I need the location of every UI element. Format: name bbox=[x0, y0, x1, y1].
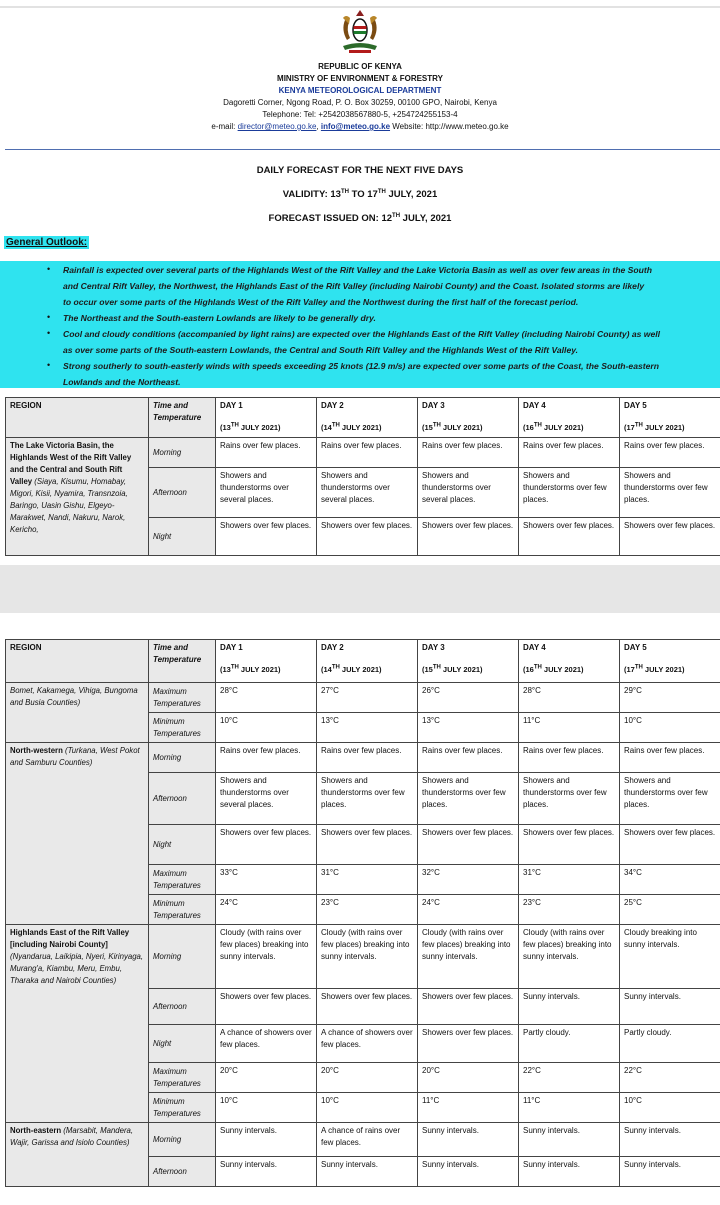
forecast-title: DAILY FORECAST FOR THE NEXT FIVE DAYS bbox=[256, 165, 464, 176]
bullet-icon: • bbox=[47, 328, 51, 338]
email-prefix: e-mail: bbox=[211, 122, 238, 131]
day-header bbox=[418, 640, 519, 683]
day-header bbox=[519, 398, 620, 438]
day-label: DAY 1 bbox=[220, 643, 243, 652]
day-date-sup: TH bbox=[432, 664, 441, 671]
forecast-cell: Showers and thunderstorms over few places. bbox=[418, 773, 519, 825]
day-date bbox=[523, 664, 615, 676]
region-name: North-eastern bbox=[10, 1126, 62, 1135]
email-link-director[interactable]: director@meteo.go.ke bbox=[237, 122, 317, 131]
forecast-cell: Showers over few places. bbox=[620, 825, 720, 865]
day-header bbox=[216, 398, 317, 438]
ministry-heading: MINISTRY OF ENVIRONMENT & FORESTRY bbox=[277, 74, 443, 83]
region-cell: Bomet, Kakamega, Vihiga, Bungoma and Busia Counties) bbox=[6, 683, 149, 743]
forecast-cell: 23°C bbox=[317, 895, 418, 925]
validity-mid: TO 17 bbox=[348, 189, 378, 200]
day-date-num: (13 bbox=[220, 665, 231, 674]
outlook-line: to occur over some parts of the Highlands West of the Rift Valley and the Northwest during the first half of the forecast period. bbox=[63, 297, 579, 307]
day-label: DAY 3 bbox=[422, 643, 445, 652]
forecast-cell: Partly cloudy. bbox=[620, 1025, 720, 1063]
bullet-icon: • bbox=[47, 360, 51, 370]
document-page-1 bbox=[0, 0, 720, 565]
region-name: The Lake Victoria Basin, the Highlands West of the Rift Valley and the Central and South Rift Valley bbox=[10, 441, 132, 486]
day-date-sup: TH bbox=[634, 422, 643, 429]
forecast-cell: 10°C bbox=[216, 713, 317, 743]
forecast-cell: 31°C bbox=[519, 865, 620, 895]
forecast-cell: A chance of showers over few places. bbox=[317, 1025, 418, 1063]
time-cell: Night bbox=[149, 1025, 216, 1063]
time-header: Time and Temperature bbox=[149, 640, 216, 683]
forecast-cell: Cloudy (with rains over few places) breaking into sunny intervals. bbox=[317, 925, 418, 989]
forecast-cell: Sunny intervals. bbox=[620, 989, 720, 1025]
forecast-cell: 20°C bbox=[216, 1063, 317, 1093]
forecast-cell: A chance of rains over few places. bbox=[317, 1123, 418, 1157]
time-cell: Morning bbox=[149, 743, 216, 773]
day-date-num: (14 bbox=[321, 423, 332, 432]
forecast-cell: 11°C bbox=[418, 1093, 519, 1123]
department-heading: KENYA METEOROLOGICAL DEPARTMENT bbox=[278, 86, 442, 95]
day-label: DAY 3 bbox=[422, 401, 445, 410]
outlook-line: as over some parts of the South-eastern Lowlands, the Central and South Rift Valley and the Highlands West of the Rift Valley. bbox=[63, 345, 579, 355]
day-date-rest: JULY 2021) bbox=[339, 423, 382, 432]
region-cell bbox=[6, 925, 149, 1123]
day-header bbox=[418, 398, 519, 438]
forecast-cell: 10°C bbox=[317, 1093, 418, 1123]
email-link-info[interactable]: info@meteo.go.ke bbox=[320, 122, 391, 131]
forecast-cell: Showers over few places. bbox=[317, 825, 418, 865]
forecast-cell: 13°C bbox=[418, 713, 519, 743]
forecast-cell: Showers and thunderstorms over few places. bbox=[620, 773, 720, 825]
day-date bbox=[220, 422, 312, 434]
forecast-cell: Sunny intervals. bbox=[216, 1157, 317, 1187]
day-label: DAY 4 bbox=[523, 401, 546, 410]
day-date-sup: TH bbox=[230, 664, 239, 671]
bullet-icon: • bbox=[47, 264, 51, 274]
forecast-table-1 bbox=[5, 397, 720, 556]
region-counties: (Siaya, Kisumu, Homabay, Migori, Kisii, Nyamira, Transnzoia, Baringo, Uasin Gishu, Elgeyo-Marakwet, Nandi, Nakuru, Narok, Kericho, bbox=[10, 477, 128, 534]
day-date-num: (17 bbox=[624, 665, 635, 674]
region-name: Highlands East of the Rift Valley [including Nairobi County] bbox=[10, 928, 130, 949]
forecast-cell: 24°C bbox=[418, 895, 519, 925]
time-cell: Night bbox=[149, 518, 216, 556]
day-label: DAY 5 bbox=[624, 643, 647, 652]
time-cell: Afternoon bbox=[149, 468, 216, 518]
forecast-cell: 22°C bbox=[519, 1063, 620, 1093]
day-date-num: (16 bbox=[523, 665, 534, 674]
forecast-cell: 10°C bbox=[216, 1093, 317, 1123]
forecast-cell: 32°C bbox=[418, 865, 519, 895]
day-date-rest: JULY 2021) bbox=[541, 423, 584, 432]
forecast-cell: Showers over few places. bbox=[418, 825, 519, 865]
forecast-cell: Showers over few places. bbox=[620, 518, 720, 556]
day-label: DAY 2 bbox=[321, 643, 344, 652]
forecast-cell: Showers over few places. bbox=[216, 825, 317, 865]
day-date-num: (13 bbox=[220, 423, 231, 432]
day-header bbox=[216, 640, 317, 683]
forecast-cell: Sunny intervals. bbox=[519, 1157, 620, 1187]
day-date-num: (14 bbox=[321, 665, 332, 674]
forecast-cell: Rains over few places. bbox=[317, 438, 418, 468]
forecast-cell: 25°C bbox=[620, 895, 720, 925]
address-line: Dagoretti Corner, Ngong Road, P. O. Box 30259, 00100 GPO, Nairobi, Kenya bbox=[223, 98, 497, 107]
forecast-cell: Showers and thunderstorms over several places. bbox=[216, 773, 317, 825]
forecast-cell: Showers over few places. bbox=[519, 518, 620, 556]
forecast-cell: 23°C bbox=[519, 895, 620, 925]
forecast-cell: Showers and thunderstorms over several places. bbox=[216, 468, 317, 518]
coat-of-arms-icon bbox=[337, 6, 383, 54]
forecast-cell: 20°C bbox=[418, 1063, 519, 1093]
validity-post: JULY, 2021 bbox=[385, 189, 438, 200]
day-date-sup: TH bbox=[331, 664, 340, 671]
forecast-cell: 10°C bbox=[620, 713, 720, 743]
table-row bbox=[6, 1123, 720, 1157]
forecast-cell: Cloudy breaking into sunny intervals. bbox=[620, 925, 720, 989]
issued-line bbox=[0, 213, 720, 224]
forecast-cell: 26°C bbox=[418, 683, 519, 713]
day-header bbox=[317, 640, 418, 683]
outlook-line: Strong southerly to south-easterly winds with speeds exceeding 25 knots (12.9 m/s) are expected over some parts of the Coast, the South-eastern bbox=[63, 361, 659, 371]
day-date-num: (17 bbox=[624, 423, 635, 432]
day-date-sup: TH bbox=[230, 422, 239, 429]
time-cell: Maximum Temperatures bbox=[149, 865, 216, 895]
region-cell bbox=[6, 743, 149, 925]
table-row bbox=[6, 683, 720, 713]
forecast-cell: Rains over few places. bbox=[519, 743, 620, 773]
time-cell: Minimum Temperatures bbox=[149, 1093, 216, 1123]
forecast-cell: 11°C bbox=[519, 713, 620, 743]
time-cell: Afternoon bbox=[149, 773, 216, 825]
forecast-cell: Showers over few places. bbox=[418, 1025, 519, 1063]
forecast-cell: Rains over few places. bbox=[620, 438, 720, 468]
forecast-cell: Showers and thunderstorms over few places. bbox=[519, 773, 620, 825]
region-header: REGION bbox=[6, 640, 149, 683]
day-header bbox=[620, 398, 720, 438]
day-date-sup: TH bbox=[331, 422, 340, 429]
outlook-line: The Northeast and the South-eastern Lowlands are likely to be generally dry. bbox=[63, 313, 376, 323]
forecast-cell: Showers and thunderstorms over several places. bbox=[317, 468, 418, 518]
day-date bbox=[321, 664, 413, 676]
day-date-num: (16 bbox=[523, 423, 534, 432]
day-label: DAY 2 bbox=[321, 401, 344, 410]
validity-line bbox=[0, 189, 720, 200]
forecast-cell: Cloudy (with rains over few places) breaking into sunny intervals. bbox=[418, 925, 519, 989]
time-cell: Morning bbox=[149, 1123, 216, 1157]
forecast-cell: Partly cloudy. bbox=[519, 1025, 620, 1063]
day-date-rest: JULY 2021) bbox=[238, 423, 281, 432]
day-date-rest: JULY 2021) bbox=[642, 665, 685, 674]
day-header bbox=[519, 640, 620, 683]
time-cell: Morning bbox=[149, 438, 216, 468]
day-date bbox=[523, 422, 615, 434]
time-cell: Night bbox=[149, 825, 216, 865]
forecast-cell: 33°C bbox=[216, 865, 317, 895]
forecast-cell: Showers over few places. bbox=[216, 518, 317, 556]
outlook-line: Rainfall is expected over several parts of the Highlands West of the Rift Valley and the Lake Victoria Basin as well as over few areas in the South bbox=[63, 265, 653, 275]
issued-pre: FORECAST ISSUED ON: 12 bbox=[268, 213, 393, 224]
forecast-cell: 20°C bbox=[317, 1063, 418, 1093]
day-date-num: (15 bbox=[422, 665, 433, 674]
general-outlook-box bbox=[0, 261, 720, 388]
forecast-cell: Sunny intervals. bbox=[317, 1157, 418, 1187]
issued-post: JULY, 2021 bbox=[400, 213, 452, 224]
day-date-rest: JULY 2021) bbox=[642, 423, 685, 432]
forecast-cell: Sunny intervals. bbox=[620, 1157, 720, 1187]
forecast-cell: Rains over few places. bbox=[519, 438, 620, 468]
day-label: DAY 4 bbox=[523, 643, 546, 652]
day-date bbox=[220, 664, 312, 676]
outlook-line: and Central Rift Valley, the Northwest, the Highlands East of the Rift Valley (including Nairobi County) and the Coast. Isolated storms are likely bbox=[63, 281, 645, 291]
forecast-cell: Sunny intervals. bbox=[216, 1123, 317, 1157]
contact-line bbox=[0, 121, 720, 133]
forecast-cell: Sunny intervals. bbox=[519, 1123, 620, 1157]
table-row bbox=[6, 925, 720, 989]
day-label: DAY 5 bbox=[624, 401, 647, 410]
page-gap bbox=[0, 565, 720, 613]
table-row bbox=[6, 438, 720, 468]
general-outlook-label: General Outlook: bbox=[6, 237, 88, 248]
forecast-cell: Showers over few places. bbox=[216, 989, 317, 1025]
document-page-2 bbox=[0, 613, 720, 1205]
day-header bbox=[317, 398, 418, 438]
forecast-cell: Showers and thunderstorms over few places. bbox=[519, 468, 620, 518]
table-header-row bbox=[6, 640, 720, 683]
region-header: REGION bbox=[6, 398, 149, 438]
website-text: Website: http://www.meteo.go.ke bbox=[390, 122, 509, 131]
forecast-cell: Rains over few places. bbox=[216, 438, 317, 468]
table-header-row bbox=[6, 398, 720, 438]
outlook-line: Cool and cloudy conditions (accompanied by light rains) are expected over the Highlands East of the Rift Valley (including Nairobi County) as well bbox=[63, 329, 661, 339]
region-cell bbox=[6, 1123, 149, 1187]
forecast-cell: Rains over few places. bbox=[620, 743, 720, 773]
forecast-cell: Showers over few places. bbox=[317, 518, 418, 556]
time-cell: Morning bbox=[149, 925, 216, 989]
time-cell: Minimum Temperatures bbox=[149, 895, 216, 925]
day-date-sup: TH bbox=[634, 664, 643, 671]
day-date-rest: JULY 2021) bbox=[440, 423, 483, 432]
forecast-cell: 13°C bbox=[317, 713, 418, 743]
forecast-cell: Sunny intervals. bbox=[519, 989, 620, 1025]
validity-sup-1: TH bbox=[340, 188, 349, 195]
forecast-cell: Showers over few places. bbox=[418, 518, 519, 556]
day-date-sup: TH bbox=[533, 422, 542, 429]
telephone-line: Telephone: Tel: +2542038567880-5, +254724255153-4 bbox=[262, 110, 458, 119]
forecast-cell: 22°C bbox=[620, 1063, 720, 1093]
day-date-rest: JULY 2021) bbox=[541, 665, 584, 674]
day-date-sup: TH bbox=[432, 422, 441, 429]
time-cell: Maximum Temperatures bbox=[149, 683, 216, 713]
region-cell bbox=[6, 438, 149, 556]
forecast-table-2 bbox=[5, 639, 720, 1187]
forecast-cell: Showers over few places. bbox=[418, 989, 519, 1025]
day-date-rest: JULY 2021) bbox=[440, 665, 483, 674]
time-cell: Afternoon bbox=[149, 1157, 216, 1187]
region-counties: (Marsabit, Mandera, Wajir, Garissa and Isiolo Counties) bbox=[10, 1126, 134, 1147]
table-row bbox=[6, 743, 720, 773]
forecast-cell: Rains over few places. bbox=[317, 743, 418, 773]
forecast-cell: Cloudy (with rains over few places) breaking into sunny intervals. bbox=[216, 925, 317, 989]
validity-sup-2: TH bbox=[377, 188, 386, 195]
bullet-icon: • bbox=[47, 312, 51, 322]
time-header: Time and Temperature bbox=[149, 398, 216, 438]
forecast-cell: 29°C bbox=[620, 683, 720, 713]
forecast-cell: Showers and thunderstorms over several places. bbox=[418, 468, 519, 518]
time-cell: Afternoon bbox=[149, 989, 216, 1025]
issued-sup: TH bbox=[392, 212, 401, 219]
forecast-cell: Sunny intervals. bbox=[418, 1123, 519, 1157]
forecast-cell: Showers over few places. bbox=[519, 825, 620, 865]
region-counties: (Nyandarua, Laikipia, Nyeri, Kirinyaga, Murang'a, Kiambu, Meru, Embu, Tharaka and Nairobi Counties) bbox=[10, 952, 144, 985]
day-label: DAY 1 bbox=[220, 401, 243, 410]
forecast-cell: 10°C bbox=[620, 1093, 720, 1123]
forecast-cell: Rains over few places. bbox=[216, 743, 317, 773]
day-header bbox=[620, 640, 720, 683]
day-date bbox=[321, 422, 413, 434]
forecast-cell: Rains over few places. bbox=[418, 438, 519, 468]
day-date-rest: JULY 2021) bbox=[238, 665, 281, 674]
outlook-line: Lowlands and the Northeast. bbox=[63, 377, 181, 387]
forecast-cell: 11°C bbox=[519, 1093, 620, 1123]
day-date bbox=[624, 664, 716, 676]
forecast-cell: 24°C bbox=[216, 895, 317, 925]
validity-pre: VALIDITY: 13 bbox=[282, 189, 341, 200]
forecast-cell: A chance of showers over few places. bbox=[216, 1025, 317, 1063]
forecast-cell: Rains over few places. bbox=[418, 743, 519, 773]
time-cell: Minimum Temperatures bbox=[149, 713, 216, 743]
day-date-rest: JULY 2021) bbox=[339, 665, 382, 674]
forecast-cell: Showers and thunderstorms over few places. bbox=[317, 773, 418, 825]
region-counties: (Turkana, West Pokot and Samburu Counties) bbox=[10, 746, 140, 767]
forecast-cell: 28°C bbox=[519, 683, 620, 713]
day-date bbox=[422, 422, 514, 434]
day-date-sup: TH bbox=[533, 664, 542, 671]
forecast-cell: Sunny intervals. bbox=[620, 1123, 720, 1157]
day-date-num: (15 bbox=[422, 423, 433, 432]
forecast-cell: Showers and thunderstorms over few places. bbox=[620, 468, 720, 518]
forecast-cell: Showers over few places. bbox=[317, 989, 418, 1025]
republic-heading: REPUBLIC OF KENYA bbox=[318, 62, 402, 71]
forecast-cell: 31°C bbox=[317, 865, 418, 895]
forecast-cell: 28°C bbox=[216, 683, 317, 713]
region-name: North-western bbox=[10, 746, 63, 755]
forecast-cell: Sunny intervals. bbox=[418, 1157, 519, 1187]
day-date bbox=[422, 664, 514, 676]
header-divider bbox=[5, 149, 720, 150]
forecast-cell: 34°C bbox=[620, 865, 720, 895]
forecast-cell: Cloudy (with rains over few places) breaking into sunny intervals. bbox=[519, 925, 620, 989]
forecast-cell: 27°C bbox=[317, 683, 418, 713]
time-cell: Maximum Temperatures bbox=[149, 1063, 216, 1093]
email-separator: , bbox=[316, 122, 321, 131]
day-date bbox=[624, 422, 716, 434]
